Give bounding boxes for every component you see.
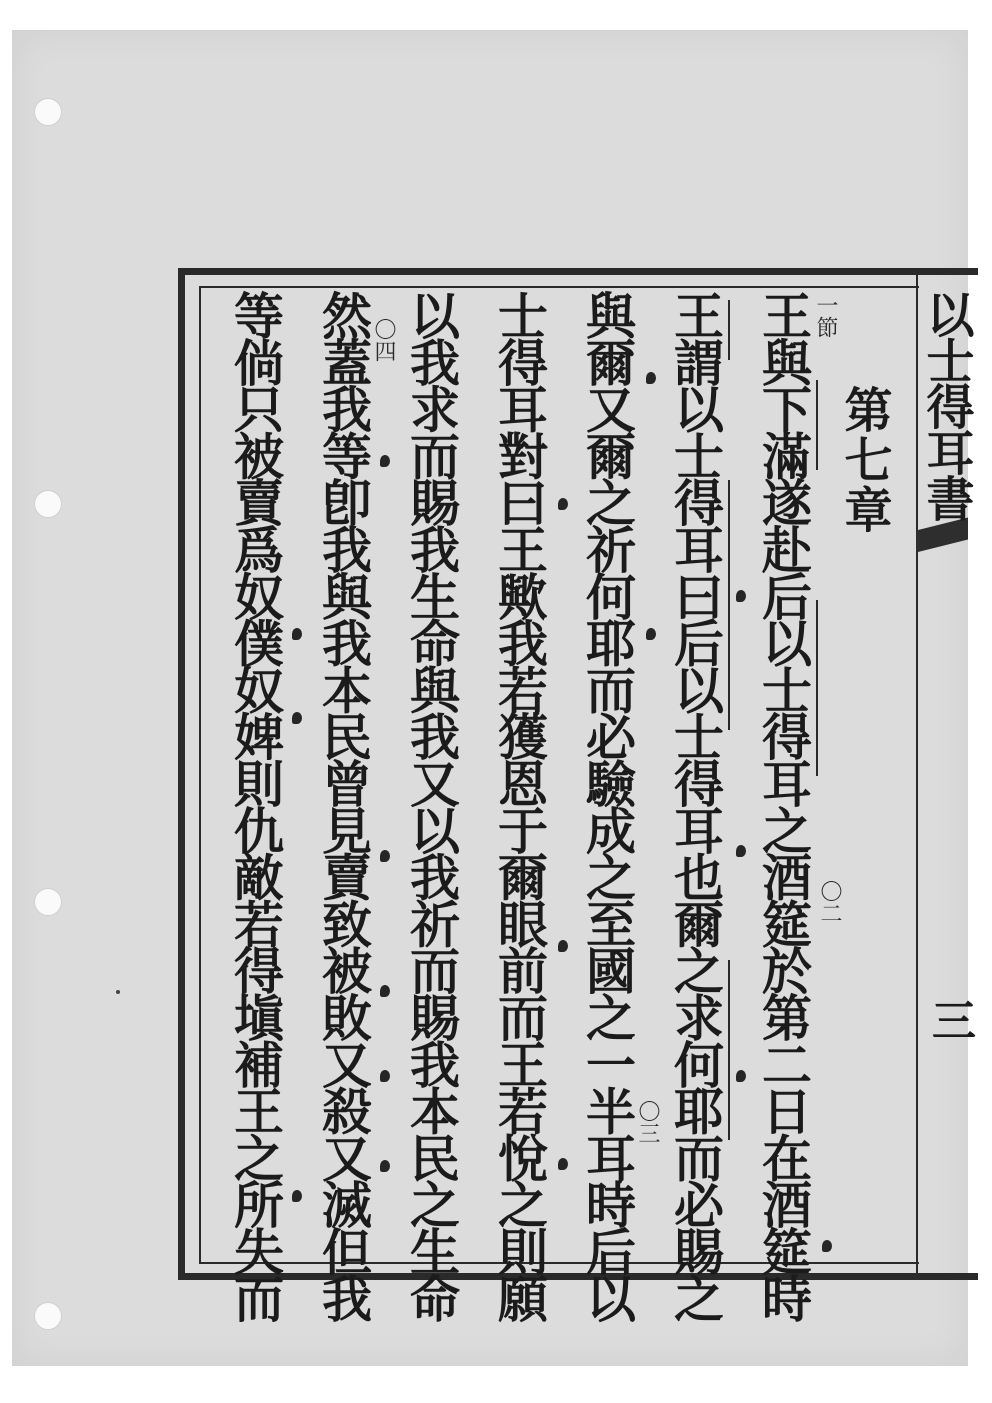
name-underline <box>728 300 730 360</box>
margin-title: 以士得耳書 <box>918 290 974 520</box>
name-underline <box>728 960 730 1140</box>
punctuation-mark <box>292 628 302 640</box>
punctuation-mark <box>292 1190 302 1202</box>
punctuation-mark <box>558 498 568 510</box>
text-column: 然蓋我等卽我與我本民曾見賣致被敗又殺又滅但我 <box>314 290 373 1320</box>
text-column: 以我求而賜我生命與我又以我祈而賜我本民之生命 <box>402 290 461 1320</box>
text-column: 王謂以士得耳曰后以士得耳也爾之求何耶而必賜之 <box>666 290 725 1320</box>
binder-hole <box>34 98 62 126</box>
punctuation-mark <box>822 1240 832 1252</box>
punctuation-mark <box>380 455 390 467</box>
punctuation-mark <box>380 985 390 997</box>
note-marker: 〇三 <box>635 1100 660 1144</box>
binder-hole <box>34 1302 62 1330</box>
punctuation-mark <box>646 372 656 384</box>
punctuation-mark <box>736 1070 746 1082</box>
punctuation-mark <box>736 845 746 857</box>
binder-hole <box>34 490 62 518</box>
ink-speck <box>116 990 120 994</box>
name-underline <box>816 380 818 470</box>
punctuation-mark <box>380 850 390 862</box>
note-marker: 〇二 <box>817 880 842 924</box>
note-marker: 〇四 <box>371 318 396 362</box>
page-number: 三 <box>932 996 976 1047</box>
binder-hole <box>34 888 62 916</box>
text-column: 與爾又爾之祈何耶而必驗成之至國之一半耳時后以 <box>578 290 637 1320</box>
punctuation-mark <box>558 1158 568 1170</box>
punctuation-mark <box>736 590 746 602</box>
text-column: 王與下滿遂赴后以士得耳之酒筵於第二日在酒筵時 <box>754 290 813 1320</box>
text-column: 士得耳對曰王歟我若獲恩于爾眼前而王若悅之則願 <box>490 290 549 1320</box>
punctuation-mark <box>292 712 302 724</box>
name-underline <box>816 600 818 776</box>
text-column: 等倘只被賣爲奴僕奴婢則仇敵若得塡補王之所失而 <box>226 290 285 1320</box>
section-marker: 一節 <box>813 294 838 338</box>
punctuation-mark <box>646 628 656 640</box>
chapter-title: 第七章 <box>836 385 892 535</box>
punctuation-mark <box>380 1160 390 1172</box>
punctuation-mark <box>558 940 568 952</box>
punctuation-mark <box>380 1070 390 1082</box>
name-underline <box>728 480 730 730</box>
